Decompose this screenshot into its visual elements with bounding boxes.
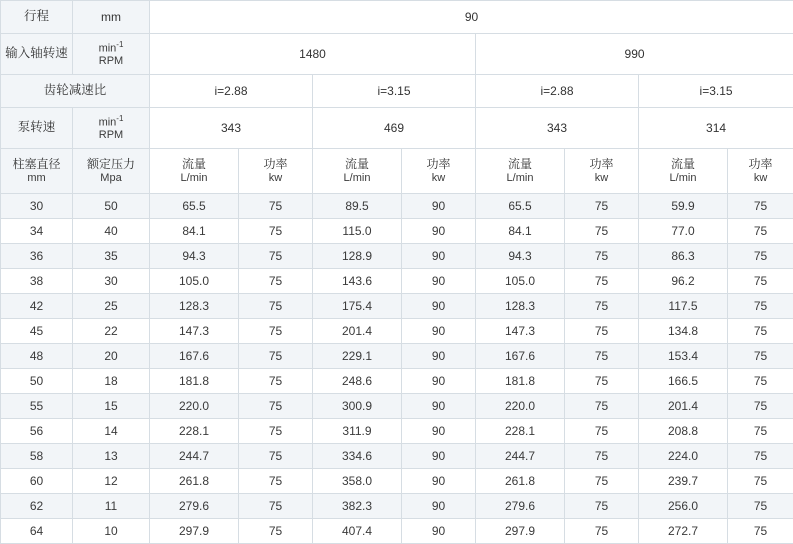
table-row bbox=[1, 294, 793, 319]
header-flow-3-title: 流量 bbox=[476, 157, 564, 172]
cell-pressure: 12 bbox=[73, 469, 150, 494]
cell-power-2: 90 bbox=[402, 394, 476, 419]
cell-power-3: 75 bbox=[565, 194, 639, 219]
cell-pressure: 10 bbox=[73, 519, 150, 544]
cell-flow-4: 256.0 bbox=[639, 494, 728, 519]
cell-flow-4: 166.5 bbox=[639, 369, 728, 394]
cell-flow-3: 261.8 bbox=[476, 469, 565, 494]
unit-exponent: -1 bbox=[116, 40, 123, 49]
cell-power-3: 75 bbox=[565, 344, 639, 369]
header-flow-3 bbox=[476, 149, 565, 194]
cell-flow-2: 311.9 bbox=[313, 419, 402, 444]
cell-flow-4: 272.7 bbox=[639, 519, 728, 544]
cell-diameter: 36 bbox=[1, 244, 73, 269]
cell-diameter: 55 bbox=[1, 394, 73, 419]
cell-power-1: 75 bbox=[239, 244, 313, 269]
cell-power-2: 90 bbox=[402, 469, 476, 494]
cell-power-4: 75 bbox=[728, 469, 793, 494]
cell-diameter: 50 bbox=[1, 369, 73, 394]
cell-power-4: 75 bbox=[728, 219, 793, 244]
header-flow-4-title: 流量 bbox=[639, 157, 727, 172]
cell-power-3: 75 bbox=[565, 469, 639, 494]
header-power-2 bbox=[402, 149, 476, 194]
unit-min-text-2: min bbox=[99, 117, 117, 129]
header-power-1-unit: kw bbox=[239, 172, 312, 185]
cell-flow-2: 89.5 bbox=[313, 194, 402, 219]
cell-flow-4: 59.9 bbox=[639, 194, 728, 219]
cell-flow-3: 105.0 bbox=[476, 269, 565, 294]
cell-power-3: 75 bbox=[565, 244, 639, 269]
cell-power-1: 75 bbox=[239, 369, 313, 394]
cell-flow-1: 297.9 bbox=[150, 519, 239, 544]
cell-diameter: 45 bbox=[1, 319, 73, 344]
cell-power-2: 90 bbox=[402, 269, 476, 294]
header-power-1-title: 功率 bbox=[239, 157, 312, 172]
value-gear-ratio-1: i=2.88 bbox=[150, 75, 313, 108]
cell-pressure: 22 bbox=[73, 319, 150, 344]
row-stroke bbox=[1, 1, 793, 34]
header-rated-pressure bbox=[73, 149, 150, 194]
value-gear-ratio-3: i=2.88 bbox=[476, 75, 639, 108]
cell-power-2: 90 bbox=[402, 194, 476, 219]
cell-power-4: 75 bbox=[728, 344, 793, 369]
cell-flow-3: 297.9 bbox=[476, 519, 565, 544]
table-row bbox=[1, 194, 793, 219]
header-power-3-unit: kw bbox=[565, 172, 638, 185]
cell-power-1: 75 bbox=[239, 519, 313, 544]
table-row bbox=[1, 244, 793, 269]
unit-input-shaft-speed bbox=[73, 34, 150, 75]
cell-power-3: 75 bbox=[565, 494, 639, 519]
cell-pressure: 18 bbox=[73, 369, 150, 394]
cell-flow-1: 261.8 bbox=[150, 469, 239, 494]
cell-flow-2: 175.4 bbox=[313, 294, 402, 319]
cell-power-4: 75 bbox=[728, 369, 793, 394]
unit-min-text: min bbox=[99, 43, 117, 55]
cell-power-2: 90 bbox=[402, 494, 476, 519]
header-flow-2-unit: L/min bbox=[313, 172, 401, 185]
cell-flow-3: 244.7 bbox=[476, 444, 565, 469]
label-input-shaft-speed: 输入轴转速 bbox=[1, 34, 73, 75]
value-gear-ratio-4: i=3.15 bbox=[639, 75, 793, 108]
table-row bbox=[1, 394, 793, 419]
cell-pressure: 25 bbox=[73, 294, 150, 319]
header-power-4-title: 功率 bbox=[728, 157, 793, 172]
cell-flow-1: 181.8 bbox=[150, 369, 239, 394]
cell-power-2: 90 bbox=[402, 369, 476, 394]
cell-flow-2: 382.3 bbox=[313, 494, 402, 519]
cell-flow-2: 300.9 bbox=[313, 394, 402, 419]
cell-flow-3: 220.0 bbox=[476, 394, 565, 419]
cell-flow-3: 228.1 bbox=[476, 419, 565, 444]
cell-flow-3: 167.6 bbox=[476, 344, 565, 369]
cell-pressure: 11 bbox=[73, 494, 150, 519]
cell-power-4: 75 bbox=[728, 394, 793, 419]
header-power-3 bbox=[565, 149, 639, 194]
cell-flow-1: 65.5 bbox=[150, 194, 239, 219]
cell-flow-1: 167.6 bbox=[150, 344, 239, 369]
cell-power-2: 90 bbox=[402, 219, 476, 244]
cell-pressure: 13 bbox=[73, 444, 150, 469]
cell-power-4: 75 bbox=[728, 419, 793, 444]
cell-flow-1: 105.0 bbox=[150, 269, 239, 294]
cell-pressure: 50 bbox=[73, 194, 150, 219]
header-rated-pressure-unit: Mpa bbox=[73, 172, 149, 185]
cell-power-1: 75 bbox=[239, 469, 313, 494]
table-row bbox=[1, 319, 793, 344]
cell-pressure: 30 bbox=[73, 269, 150, 294]
cell-power-4: 75 bbox=[728, 444, 793, 469]
header-flow-1-title: 流量 bbox=[150, 157, 238, 172]
cell-power-1: 75 bbox=[239, 269, 313, 294]
cell-flow-3: 94.3 bbox=[476, 244, 565, 269]
cell-flow-2: 128.9 bbox=[313, 244, 402, 269]
cell-power-3: 75 bbox=[565, 394, 639, 419]
cell-power-4: 75 bbox=[728, 294, 793, 319]
value-gear-ratio-2: i=3.15 bbox=[313, 75, 476, 108]
cell-diameter: 42 bbox=[1, 294, 73, 319]
cell-power-4: 75 bbox=[728, 194, 793, 219]
cell-flow-4: 86.3 bbox=[639, 244, 728, 269]
cell-power-2: 90 bbox=[402, 444, 476, 469]
cell-diameter: 56 bbox=[1, 419, 73, 444]
cell-power-4: 75 bbox=[728, 244, 793, 269]
value-pump-speed-3: 343 bbox=[476, 108, 639, 149]
cell-pressure: 14 bbox=[73, 419, 150, 444]
cell-flow-2: 407.4 bbox=[313, 519, 402, 544]
cell-flow-1: 228.1 bbox=[150, 419, 239, 444]
cell-power-4: 75 bbox=[728, 519, 793, 544]
cell-flow-3: 147.3 bbox=[476, 319, 565, 344]
header-power-2-unit: kw bbox=[402, 172, 475, 185]
cell-flow-3: 65.5 bbox=[476, 194, 565, 219]
value-input-speed-1: 1480 bbox=[150, 34, 476, 75]
cell-power-3: 75 bbox=[565, 219, 639, 244]
cell-diameter: 48 bbox=[1, 344, 73, 369]
header-power-3-title: 功率 bbox=[565, 157, 638, 172]
label-pump-speed: 泵转速 bbox=[1, 108, 73, 149]
header-flow-1 bbox=[150, 149, 239, 194]
cell-flow-1: 94.3 bbox=[150, 244, 239, 269]
cell-power-1: 75 bbox=[239, 219, 313, 244]
cell-flow-1: 244.7 bbox=[150, 444, 239, 469]
cell-flow-4: 208.8 bbox=[639, 419, 728, 444]
cell-flow-2: 358.0 bbox=[313, 469, 402, 494]
cell-pressure: 20 bbox=[73, 344, 150, 369]
cell-power-3: 75 bbox=[565, 419, 639, 444]
cell-diameter: 62 bbox=[1, 494, 73, 519]
cell-power-1: 75 bbox=[239, 319, 313, 344]
cell-flow-3: 84.1 bbox=[476, 219, 565, 244]
cell-flow-1: 84.1 bbox=[150, 219, 239, 244]
cell-flow-3: 181.8 bbox=[476, 369, 565, 394]
cell-power-2: 90 bbox=[402, 519, 476, 544]
cell-flow-2: 334.6 bbox=[313, 444, 402, 469]
unit-stroke: mm bbox=[73, 1, 150, 34]
cell-flow-4: 77.0 bbox=[639, 219, 728, 244]
cell-flow-1: 279.6 bbox=[150, 494, 239, 519]
value-input-speed-2: 990 bbox=[476, 34, 793, 75]
cell-flow-3: 279.6 bbox=[476, 494, 565, 519]
cell-diameter: 58 bbox=[1, 444, 73, 469]
cell-power-2: 90 bbox=[402, 294, 476, 319]
header-rated-pressure-title: 额定压力 bbox=[73, 157, 149, 172]
cell-power-3: 75 bbox=[565, 369, 639, 394]
header-plunger-diameter-title: 柱塞直径 bbox=[1, 157, 72, 172]
value-pump-speed-2: 469 bbox=[313, 108, 476, 149]
cell-power-4: 75 bbox=[728, 494, 793, 519]
cell-diameter: 30 bbox=[1, 194, 73, 219]
table-row bbox=[1, 494, 793, 519]
cell-power-1: 75 bbox=[239, 494, 313, 519]
header-flow-2 bbox=[313, 149, 402, 194]
cell-flow-2: 248.6 bbox=[313, 369, 402, 394]
unit-exponent-2: -1 bbox=[116, 114, 123, 123]
cell-flow-4: 117.5 bbox=[639, 294, 728, 319]
cell-pressure: 40 bbox=[73, 219, 150, 244]
cell-diameter: 38 bbox=[1, 269, 73, 294]
cell-flow-1: 147.3 bbox=[150, 319, 239, 344]
header-flow-2-title: 流量 bbox=[313, 157, 401, 172]
cell-power-3: 75 bbox=[565, 294, 639, 319]
table-row bbox=[1, 419, 793, 444]
value-pump-speed-4: 314 bbox=[639, 108, 793, 149]
cell-flow-3: 128.3 bbox=[476, 294, 565, 319]
row-column-headers bbox=[1, 149, 793, 194]
cell-power-3: 75 bbox=[565, 269, 639, 294]
cell-flow-2: 201.4 bbox=[313, 319, 402, 344]
cell-flow-2: 143.6 bbox=[313, 269, 402, 294]
cell-power-1: 75 bbox=[239, 444, 313, 469]
cell-flow-4: 201.4 bbox=[639, 394, 728, 419]
cell-flow-2: 229.1 bbox=[313, 344, 402, 369]
cell-flow-4: 224.0 bbox=[639, 444, 728, 469]
table-row bbox=[1, 344, 793, 369]
value-stroke: 90 bbox=[150, 1, 793, 34]
cell-flow-2: 115.0 bbox=[313, 219, 402, 244]
unit-pump-speed bbox=[73, 108, 150, 149]
unit-rpm-text: RPM bbox=[73, 55, 149, 68]
cell-power-1: 75 bbox=[239, 344, 313, 369]
label-stroke: 行程 bbox=[1, 1, 73, 34]
cell-power-2: 90 bbox=[402, 344, 476, 369]
row-gear-ratio bbox=[1, 75, 793, 108]
table-row bbox=[1, 444, 793, 469]
cell-diameter: 34 bbox=[1, 219, 73, 244]
value-pump-speed-1: 343 bbox=[150, 108, 313, 149]
label-gear-ratio: 齿轮减速比 bbox=[1, 75, 150, 108]
cell-diameter: 64 bbox=[1, 519, 73, 544]
cell-flow-4: 134.8 bbox=[639, 319, 728, 344]
cell-flow-1: 220.0 bbox=[150, 394, 239, 419]
header-flow-4-unit: L/min bbox=[639, 172, 727, 185]
cell-pressure: 15 bbox=[73, 394, 150, 419]
cell-power-1: 75 bbox=[239, 294, 313, 319]
cell-power-1: 75 bbox=[239, 194, 313, 219]
header-plunger-diameter bbox=[1, 149, 73, 194]
cell-power-3: 75 bbox=[565, 444, 639, 469]
cell-power-2: 90 bbox=[402, 419, 476, 444]
cell-power-2: 90 bbox=[402, 244, 476, 269]
cell-flow-4: 239.7 bbox=[639, 469, 728, 494]
cell-power-1: 75 bbox=[239, 419, 313, 444]
cell-power-4: 75 bbox=[728, 269, 793, 294]
header-power-2-title: 功率 bbox=[402, 157, 475, 172]
header-flow-1-unit: L/min bbox=[150, 172, 238, 185]
cell-power-3: 75 bbox=[565, 519, 639, 544]
table-row bbox=[1, 519, 793, 544]
table-row bbox=[1, 369, 793, 394]
cell-flow-1: 128.3 bbox=[150, 294, 239, 319]
cell-diameter: 60 bbox=[1, 469, 73, 494]
row-pump-speed bbox=[1, 108, 793, 149]
table-row bbox=[1, 269, 793, 294]
cell-flow-4: 96.2 bbox=[639, 269, 728, 294]
header-power-4 bbox=[728, 149, 793, 194]
cell-power-3: 75 bbox=[565, 319, 639, 344]
cell-flow-4: 153.4 bbox=[639, 344, 728, 369]
cell-power-1: 75 bbox=[239, 394, 313, 419]
header-plunger-diameter-unit: mm bbox=[1, 172, 72, 185]
cell-pressure: 35 bbox=[73, 244, 150, 269]
header-flow-3-unit: L/min bbox=[476, 172, 564, 185]
row-input-shaft-speed bbox=[1, 34, 793, 75]
header-flow-4 bbox=[639, 149, 728, 194]
table-row bbox=[1, 219, 793, 244]
cell-power-4: 75 bbox=[728, 319, 793, 344]
table-row bbox=[1, 469, 793, 494]
header-power-4-unit: kw bbox=[728, 172, 793, 185]
header-power-1 bbox=[239, 149, 313, 194]
cell-power-2: 90 bbox=[402, 319, 476, 344]
unit-rpm-text-2: RPM bbox=[73, 129, 149, 142]
